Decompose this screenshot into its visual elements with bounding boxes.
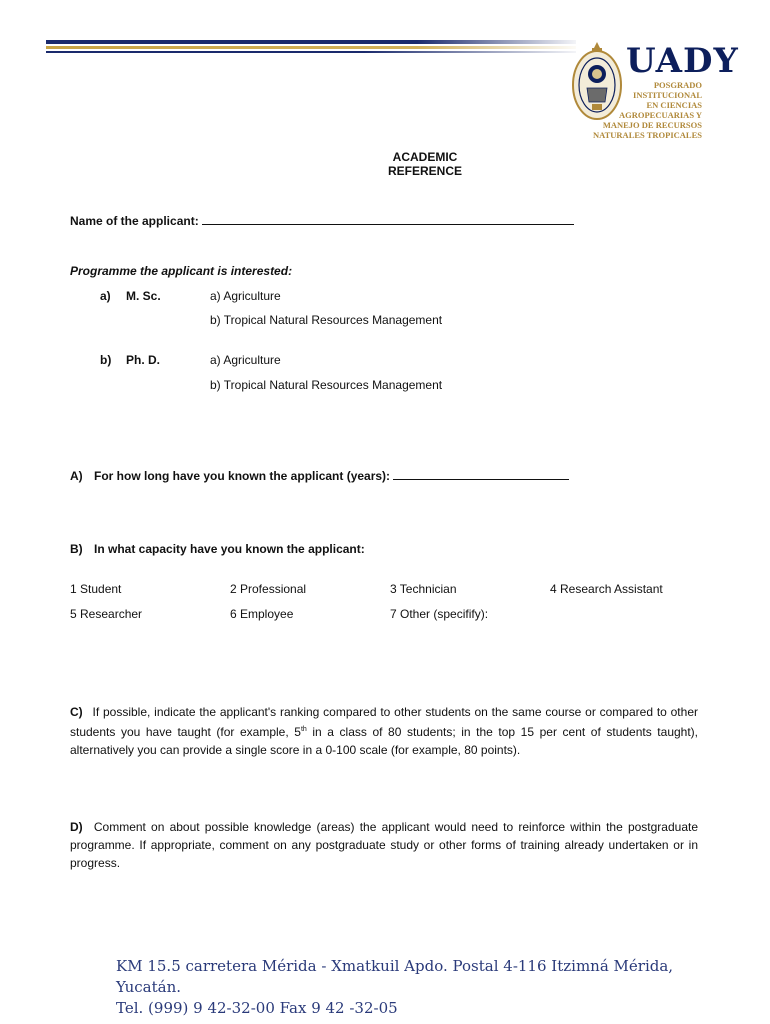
applicant-name-label: Name of the applicant: (70, 214, 199, 228)
phd-option-tropical[interactable]: b) Tropical Natural Resources Management (210, 378, 443, 392)
capacity-option-professional[interactable]: 2 Professional (230, 582, 307, 596)
msc-option-agriculture[interactable]: a) Agriculture (210, 289, 281, 303)
header-stripe-navy (46, 40, 576, 44)
capacity-option-student[interactable]: 1 Student (70, 582, 122, 596)
applicant-name-field[interactable] (202, 213, 574, 225)
document-title: ACADEMIC REFERENCE (387, 150, 462, 178)
header-stripe-navy-thin (46, 51, 576, 53)
question-c-superscript: th (300, 726, 307, 733)
capacity-option-employee[interactable]: 6 Employee (230, 607, 294, 621)
programme-heading: Programme the applicant is interested: (70, 264, 293, 278)
applicant-name-row (70, 213, 590, 228)
footer-line-address: KM 15.5 carretera Mérida - Xmatkuil Apdo. Postal 4-116 Itzimná Mérida, Yucatán. (116, 957, 674, 996)
question-c-label: C) (70, 705, 83, 719)
capacity-option-other[interactable]: 7 Other (specifify): (390, 607, 489, 621)
degree-marker-msc: a) (100, 289, 111, 303)
question-a-text: For how long have you known the applicant (years): (94, 469, 391, 483)
question-c (70, 703, 698, 759)
msc-option-tropical[interactable]: b) Tropical Natural Resources Management (210, 313, 443, 327)
footer-address (116, 956, 716, 1019)
footer-line-phone: Tel. (999) 9 42-32-00 Fax 9 42 -32-05 (116, 999, 398, 1017)
question-a-label: A) (70, 469, 83, 483)
degree-marker-phd: b) (100, 353, 112, 367)
degree-name-phd: Ph. D. (126, 353, 161, 367)
phd-option-agriculture[interactable]: a) Agriculture (210, 353, 281, 367)
header-stripe-gold (46, 46, 576, 49)
question-b-label: B) (70, 542, 83, 556)
question-d (70, 818, 698, 872)
logo-subtitle: POSGRADO INSTITUCIONAL EN CIENCIAS AGROPECUARIAS Y MANEJO DE RECURSOS NATURALES TROPICALES (592, 80, 702, 140)
question-a (70, 468, 570, 483)
capacity-option-research-assistant[interactable]: 4 Research Assistant (550, 582, 663, 596)
capacity-option-researcher[interactable]: 5 Researcher (70, 607, 143, 621)
question-c-text-2: in a class of 80 students; in the top 15 per cent of students taught), alternatively you can provide a single score in a 0-100 scale (for example, 80 points). (70, 725, 698, 757)
years-known-field[interactable] (393, 468, 569, 480)
capacity-option-technician[interactable]: 3 Technician (390, 582, 457, 596)
question-b-text: In what capacity have you known the applicant: (94, 542, 365, 556)
question-b (70, 542, 570, 556)
question-d-text: Comment on about possible knowledge (areas) the applicant would need to reinforce within the postgraduate programme. If appropriate, comment on any postgraduate study or other forms of training already undertaken or in progress. (70, 820, 698, 870)
question-c-text-1: If possible, indicate the applicant's ranking compared to other students on the same course or compared to other students you have taught (for example, 5 (70, 705, 698, 739)
degree-name-msc: M. Sc. (126, 289, 161, 303)
question-d-label: D) (70, 820, 83, 834)
logo-title: UADY (626, 41, 739, 81)
